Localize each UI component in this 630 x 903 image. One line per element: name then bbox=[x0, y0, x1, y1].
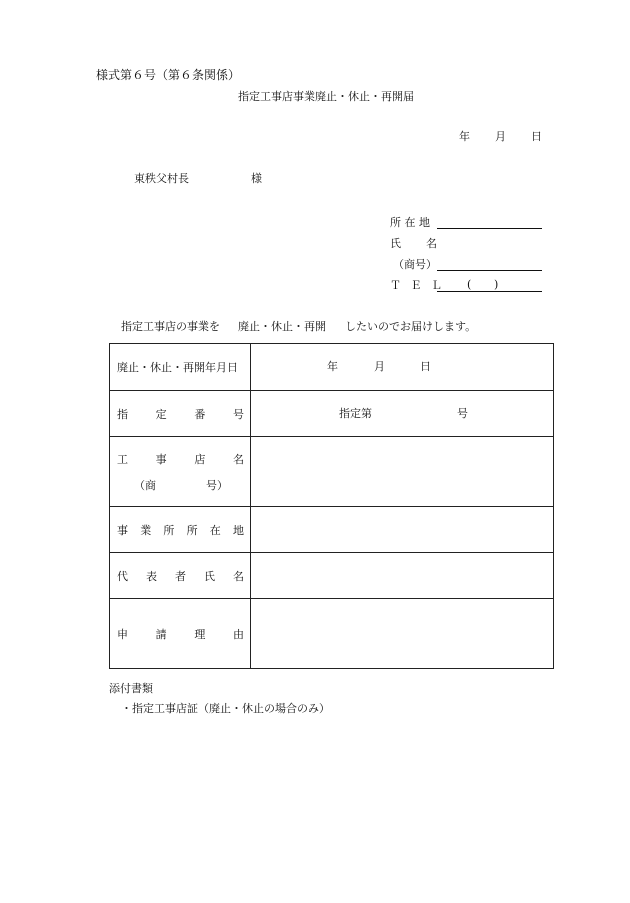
row-date bbox=[110, 344, 554, 391]
table-date-year: 年 bbox=[327, 360, 338, 373]
date-day: 日 bbox=[531, 130, 542, 143]
form-title: 指定工事店事業廃止・休止・再開届 bbox=[238, 90, 414, 103]
row-representative bbox=[110, 553, 554, 599]
form-number: 様式第６号（第６条関係） bbox=[96, 68, 241, 82]
label-cell-office-address bbox=[110, 507, 251, 553]
value-cell-shop-name[interactable] bbox=[251, 437, 554, 507]
label-cell-shop-name bbox=[110, 437, 251, 507]
address-line[interactable] bbox=[437, 228, 542, 229]
attachments-item: ・指定工事店証（廃止・休止の場合のみ） bbox=[121, 702, 330, 715]
row-office-address bbox=[110, 507, 554, 553]
value-cell-reason[interactable] bbox=[251, 599, 554, 669]
statement-prefix: 指定工事店の事業を bbox=[121, 320, 220, 333]
label-representative: 代 表 者 氏 名 bbox=[117, 569, 244, 583]
label-cell-date bbox=[110, 344, 251, 391]
name-label-2: 名 bbox=[426, 237, 437, 250]
label-reason: 申 請 理 由 bbox=[117, 627, 244, 641]
designation-prefix: 指定第 bbox=[339, 406, 372, 420]
trade-name-label: （商号） bbox=[393, 258, 437, 271]
label-shop-name-sub: （商 号） bbox=[134, 478, 228, 492]
trade-name-line[interactable] bbox=[437, 270, 542, 271]
tel-paren-close: ) bbox=[494, 278, 499, 291]
value-cell-designation[interactable] bbox=[251, 391, 554, 437]
address-label: 所 在 地 bbox=[390, 216, 430, 229]
addressee-name: 東秩父村長 bbox=[134, 172, 189, 185]
value-cell-date[interactable] bbox=[251, 344, 554, 391]
date-month: 月 bbox=[495, 130, 506, 143]
statement-options: 廃止・休止・再開 bbox=[238, 320, 326, 333]
tel-line[interactable] bbox=[437, 291, 542, 292]
label-cell-reason bbox=[110, 599, 251, 669]
label-date: 廃止・休止・再開年月日 bbox=[117, 361, 238, 374]
tel-label: Ｔ Ｅ Ｌ bbox=[390, 279, 445, 292]
row-reason bbox=[110, 599, 554, 669]
row-shop-name bbox=[110, 437, 554, 507]
date-year: 年 bbox=[459, 130, 470, 143]
tel-paren-open: ( bbox=[467, 278, 472, 291]
value-cell-office-address[interactable] bbox=[251, 507, 554, 553]
attachments-heading: 添付書類 bbox=[109, 682, 153, 695]
application-table bbox=[109, 343, 554, 669]
statement-suffix: したいのでお届けします。 bbox=[345, 320, 477, 333]
label-cell-representative bbox=[110, 553, 251, 599]
name-label-1: 氏 bbox=[390, 237, 401, 250]
label-cell-designation bbox=[110, 391, 251, 437]
value-cell-representative[interactable] bbox=[251, 553, 554, 599]
addressee-honorific: 様 bbox=[251, 172, 262, 185]
table-date-month: 月 bbox=[374, 360, 385, 373]
label-shop-name: 工 事 店 名 bbox=[117, 452, 244, 466]
label-designation: 指 定 番 号 bbox=[117, 407, 244, 421]
designation-suffix: 号 bbox=[457, 406, 468, 420]
label-office-address: 事 業 所 所 在 地 bbox=[117, 523, 244, 537]
row-designation-number bbox=[110, 391, 554, 437]
table-date-day: 日 bbox=[420, 360, 431, 373]
